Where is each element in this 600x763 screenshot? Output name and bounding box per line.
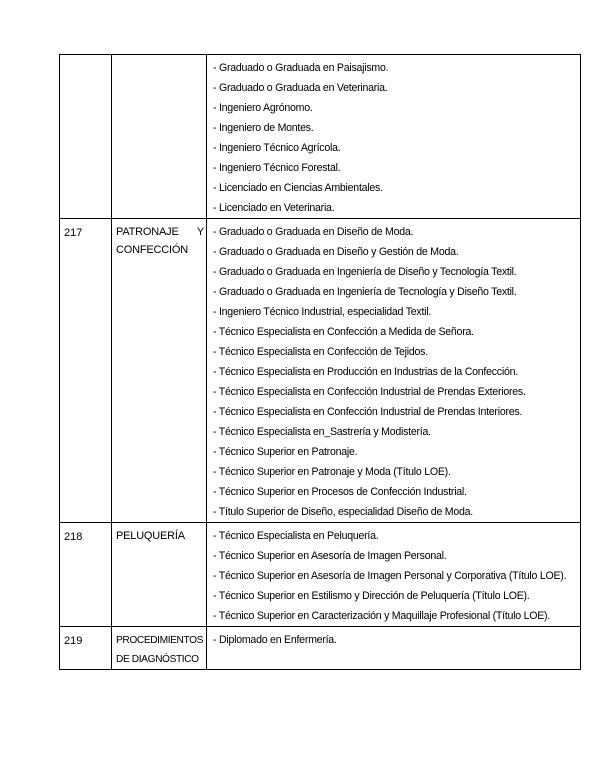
- code-cell: 218: [60, 523, 112, 627]
- list-item: - Ingeniero de Montes.: [213, 122, 314, 134]
- list-item: - Ingeniero Técnico Forestal.: [213, 162, 341, 174]
- list-item: - Licenciado en Veterinaria.: [213, 202, 335, 214]
- area-name: PATRONAJE: [116, 226, 179, 238]
- list-item: - Técnico Superior en Procesos de Confección Industrial.: [213, 486, 467, 498]
- table-row: [60, 55, 581, 219]
- list-item: - Graduado o Graduada en Ingeniería de Tecnología y Diseño Textil.: [213, 286, 517, 298]
- area-cell: [112, 219, 207, 523]
- list-item: - Técnico Superior en Asesoría de Imagen Personal.: [213, 550, 447, 562]
- code-cell: 219: [60, 627, 112, 670]
- list-item: - Graduado o Graduada en Ingeniería de Diseño y Tecnología Textil.: [213, 266, 517, 278]
- table-row: [60, 627, 581, 670]
- list-item: - Técnico Superior en Patronaje.: [213, 446, 358, 458]
- area-name: PELUQUERÍA: [116, 530, 185, 542]
- list-item: - Técnico Especialista en Peluquería.: [213, 530, 379, 542]
- list-item: - Licenciado en Ciencias Ambientales.: [213, 182, 383, 194]
- area-name: DE DIAGNÓSTICO: [116, 654, 199, 665]
- list-item: - Técnico Superior en Asesoría de Imagen Personal y Corporativa (Título LOE).: [213, 570, 567, 582]
- list-item: - Ingeniero Agrónomo.: [213, 102, 313, 114]
- list-item: - Técnico Superior en Patronaje y Moda (Título LOE).: [213, 466, 451, 478]
- list-item: - Técnico Especialista en Confección Industrial de Prendas Interiores.: [213, 406, 523, 418]
- area-cell: [112, 55, 207, 219]
- area-cell: [112, 523, 207, 627]
- list-item: - Ingeniero Técnico Agrícola.: [213, 142, 341, 154]
- list-item: - Título Superior de Diseño, especialidad Diseño de Moda.: [213, 506, 473, 518]
- area-name: PROCEDIMIENTOS: [116, 635, 204, 646]
- code-cell: 217: [60, 219, 112, 523]
- area-name: Y: [196, 226, 204, 238]
- list-item: - Técnico Especialista en_Sastrería y Modistería.: [213, 426, 431, 438]
- list-item: - Técnico Superior en Caracterización y Maquillaje Profesional (Título LOE).: [213, 610, 551, 622]
- list-item: - Graduado o Graduada en Diseño y Gestión de Moda.: [213, 246, 459, 258]
- qualifications-cell: [207, 523, 581, 627]
- table-row: [60, 523, 581, 627]
- list-item: - Graduado o Graduada en Veterinaria.: [213, 82, 388, 94]
- list-item: - Técnico Especialista en Producción en Industrias de la Confección.: [213, 366, 518, 378]
- qualifications-cell: [207, 627, 581, 670]
- qualifications-cell: [207, 55, 581, 219]
- list-item: - Graduado o Graduada en Paisajismo.: [213, 62, 389, 74]
- list-item: - Graduado o Graduada en Diseño de Moda.: [213, 226, 414, 238]
- qualifications-cell: [207, 219, 581, 523]
- area-cell: [112, 627, 207, 670]
- table-row: [60, 219, 581, 523]
- list-item: - Técnico Especialista en Confección a Medida de Señora.: [213, 326, 474, 338]
- list-item: - Técnico Especialista en Confección de Tejidos.: [213, 346, 428, 358]
- list-item: - Técnico Especialista en Confección Industrial de Prendas Exteriores.: [213, 386, 526, 398]
- qualifications-table: [59, 54, 581, 670]
- list-item: - Técnico Superior en Estilismo y Dirección de Peluquería (Título LOE).: [213, 590, 530, 602]
- list-item: - Diplomado en Enfermería.: [213, 634, 337, 646]
- list-item: - Ingeniero Técnico Industrial, especialidad Textil.: [213, 306, 432, 318]
- code-cell: [60, 55, 112, 219]
- area-name: CONFECCIÓN: [116, 244, 188, 256]
